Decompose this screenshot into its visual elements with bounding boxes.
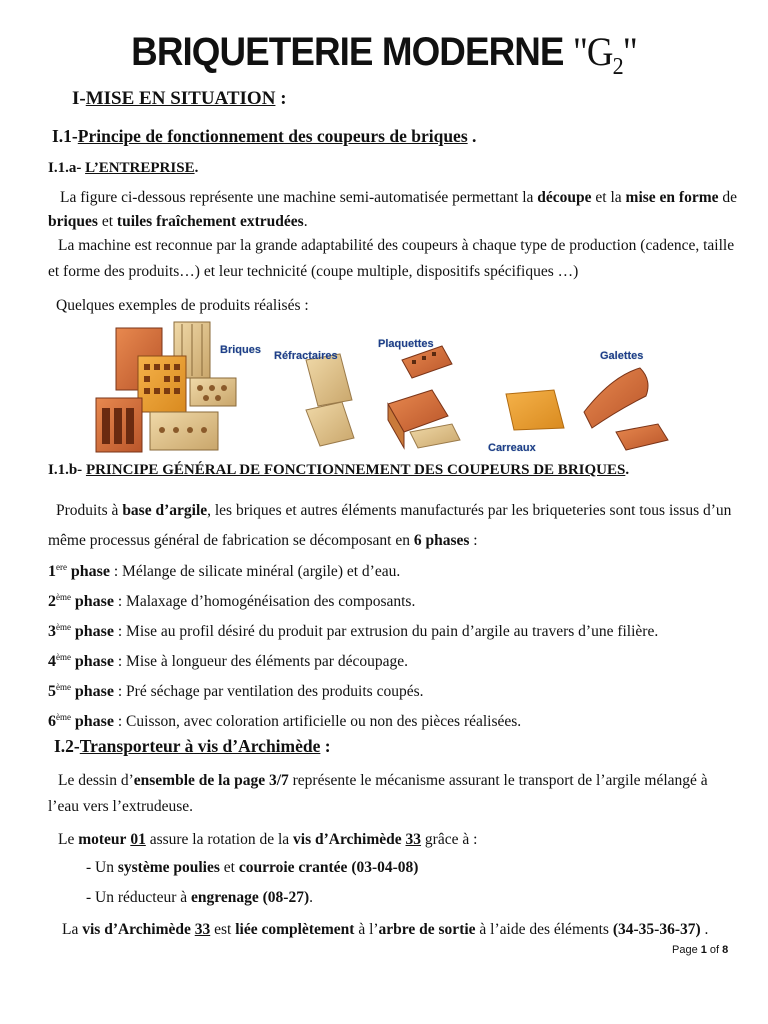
section-heading-1-1-b: I.1.b- PRINCIPE GÉNÉRAL DE FONCTIONNEMENT DES COUPEURS DE BRIQUES.	[48, 462, 630, 478]
page-footer: Page 1 of 8	[672, 944, 729, 956]
phase-2: 2ème phase : Malaxage d’homogénéisation des composants.	[48, 592, 416, 611]
section-heading-1-1-a: I.1.a- L’ENTREPRISE.	[48, 160, 199, 176]
label-refractaires: Réfractaires	[274, 350, 338, 362]
plaquettes-image	[388, 346, 460, 448]
briques-image	[96, 322, 236, 452]
phase-5: 5ème phase : Pré séchage par ventilation des produits coupés.	[48, 682, 424, 701]
phase-1: 1ere phase : Mélange de silicate minéral (argile) et d’eau.	[48, 562, 401, 581]
galettes-image	[584, 368, 668, 450]
examples-intro: Quelques exemples de produits réalisés :	[56, 297, 309, 314]
phase-6: 6ème phase : Cuisson, avec coloration artificielle ou non des pièces réalisées.	[48, 712, 522, 731]
section-heading-1-1: I.1-Principe de fonctionnement des coupeurs de briques .	[52, 126, 477, 146]
label-galettes: Galettes	[600, 350, 644, 362]
paragraph-motor: Le moteur 01 assure la rotation de la vis d’Archimède 33 grâce à :	[58, 831, 478, 848]
section-heading-1-2: I.2-Transporteur à vis d’Archimède :	[54, 736, 331, 756]
phase-4: 4ème phase : Mise à longueur des éléments par découpage.	[48, 652, 408, 671]
paragraph-screw: La vis d’Archimède 33 est liée complètement à l’arbre de sortie à l’aide des éléments (34-35-36-37) .	[62, 921, 709, 938]
paragraph-drawing: Le dessin d’ensemble de la page 3/7 représente le mécanisme assurant le transport de l’argile mélangé à l’eau vers l’extrudeuse.	[48, 772, 708, 815]
document-title: BRIQUETERIE MODERNE "$G_2$"	[131, 29, 637, 80]
paragraph-intro: La figure ci-dessous représente une machine semi-automatisée permettant la découpe et la mise en forme de briques et tuiles fraîchement extrudées. La machine est reconnue par la grande adaptabilité des coupeurs à chaque type de production (cadence, taille et forme des produits…) et leur technicité (coupe multiple, dispositifs spécifiques …)	[48, 189, 738, 280]
refractaires-image	[306, 354, 354, 446]
label-carreaux: Carreaux	[488, 442, 536, 454]
carreaux-image	[506, 390, 564, 430]
paragraph-process: Produits à base d’argile, les briques et autres éléments manufacturés par les briqueteries sont tous issus d’un même processus général de fabrication se décomposant en 6 phases :	[48, 502, 732, 549]
bullet-pulleys: - Un système poulies et courroie crantée (03-04-08)	[86, 859, 419, 876]
phase-3: 3ème phase : Mise au profil désiré du produit par extrusion du pain d’argile au travers d’une filière.	[48, 622, 659, 641]
section-heading-1: I-MISE EN SITUATION :	[72, 88, 287, 109]
label-plaquettes: Plaquettes	[378, 338, 434, 350]
bullet-gear: - Un réducteur à engrenage (08-27).	[86, 889, 313, 906]
label-briques: Briques	[220, 344, 261, 356]
